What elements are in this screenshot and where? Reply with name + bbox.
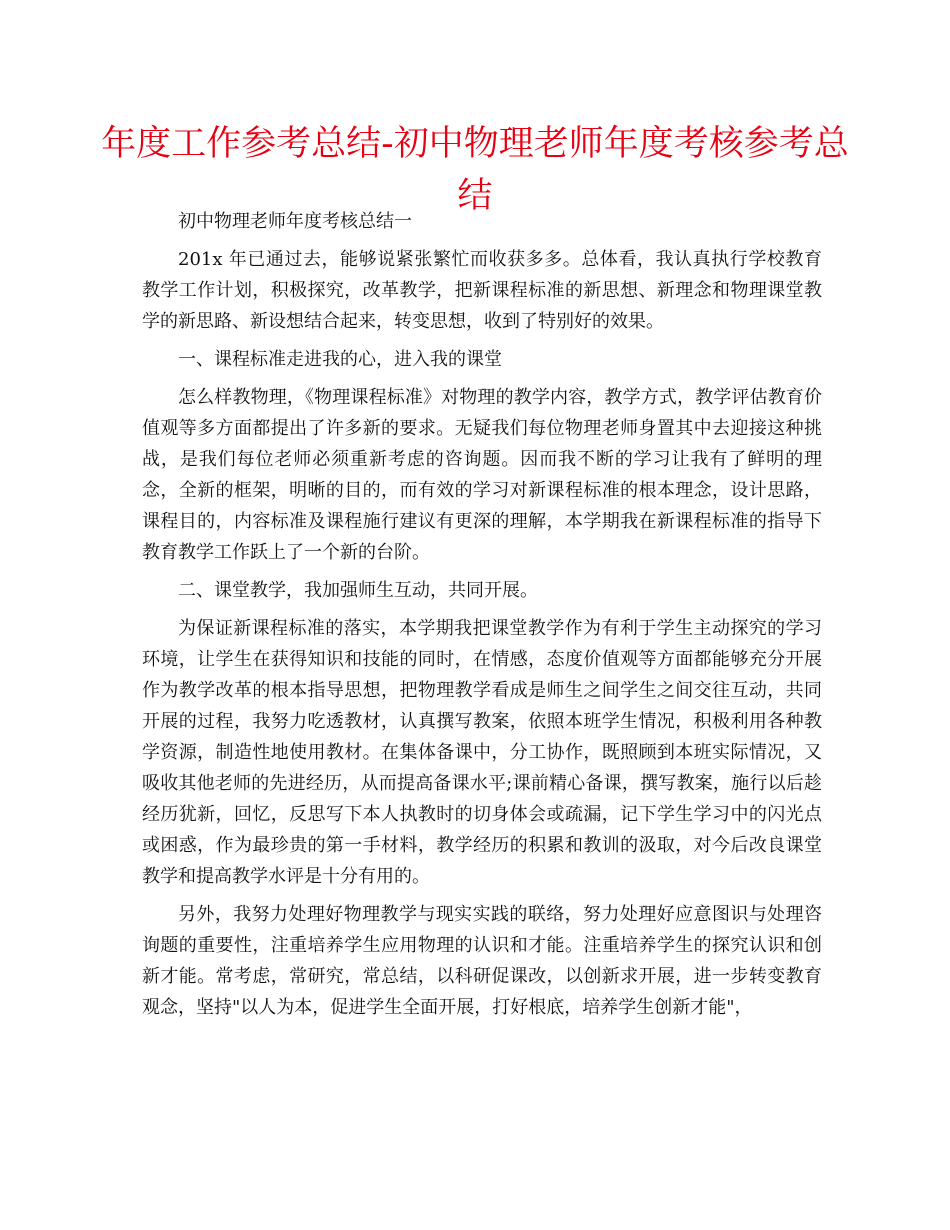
paragraph-subtitle: 初中物理老师年度考核总结一 bbox=[178, 211, 412, 232]
paragraph-section-2: 为保证新课程标准的落实，本学期我把课堂教学作为有利于学生主动探究的学习环境，让学生在获得知识和技能的同时，在情感，态度价值观等方面都能够充分开展作为教学改革的根本指导思想，把物理教学看成是师生之间学生之间交往互动，共同开展的过程，我努力吃透教材，认真撰写教案，依照本班学生情况，积极利用各种教学资源，制造性地使用教材。在集体备课中，分工协作，既照顾到本班实际情况，又吸收其他老师的先进经历，从而提高备课水平;课前精心备课，撰写教案，施行以后趁经历犹新，回忆，反思写下本人执教时的切身体会或疏漏，记下学生学习中的闪光点或困惑，作为最珍贵的第一手材料，教学经历的积累和教训的汲取，对今后改良课堂教学和提高教学水评是十分有用的。 bbox=[142, 618, 822, 887]
paragraph-section-1: 怎么样教物理，《物理课程标准》对物理的教学内容，教学方式，教学评估教育价值观等多方面都提出了许多新的要求。无疑我们每位物理老师身置其中去迎接这种挑战，是我们每位老师必须重新考虑的咨询题。因而我不断的学习让我有了鲜明的理念，全新的框架，明晰的目的，而有效的学习对新课程标准的根本理念，设计思路，课程目的，内容标准及课程施行建议有更深的理解，本学期我在新课程标准的指导下教育教学工作跃上了一个新的台阶。 bbox=[142, 387, 822, 563]
document-title: 年度工作参考总结-初中物理老师年度考核参考总结 bbox=[101, 124, 849, 216]
paragraph-intro: 201x 年已通过去，能够说紧张繁忙而收获多多。总体看，我认真执行学校教育教学工作计划，积极探究，改革教学，把新课程标准的新思想、新理念和物理课堂教学的新思路、新设想结合起来，转变思想，收到了特别好的效果。 bbox=[142, 249, 822, 332]
section-heading-2: 二、课堂教学，我加强师生互动，共同开展。 bbox=[178, 580, 538, 601]
document-body bbox=[142, 206, 822, 1030]
paragraph-additional: 另外，我努力处理好物理教学与现实实践的联络，努力处理好应意图识与处理咨询题的重要性，注重培养学生应用物理的认识和才能。注重培养学生的探究认识和创新才能。常考虑，常研究，常总结，以科研促课改，以创新求开展，进一步转变教育观念，坚持"以人为本，促进学生全面开展，打好根底，培养学生创新才能"， bbox=[142, 904, 822, 1018]
section-heading-1: 一、课程标准走进我的心，进入我的课堂 bbox=[178, 349, 502, 370]
